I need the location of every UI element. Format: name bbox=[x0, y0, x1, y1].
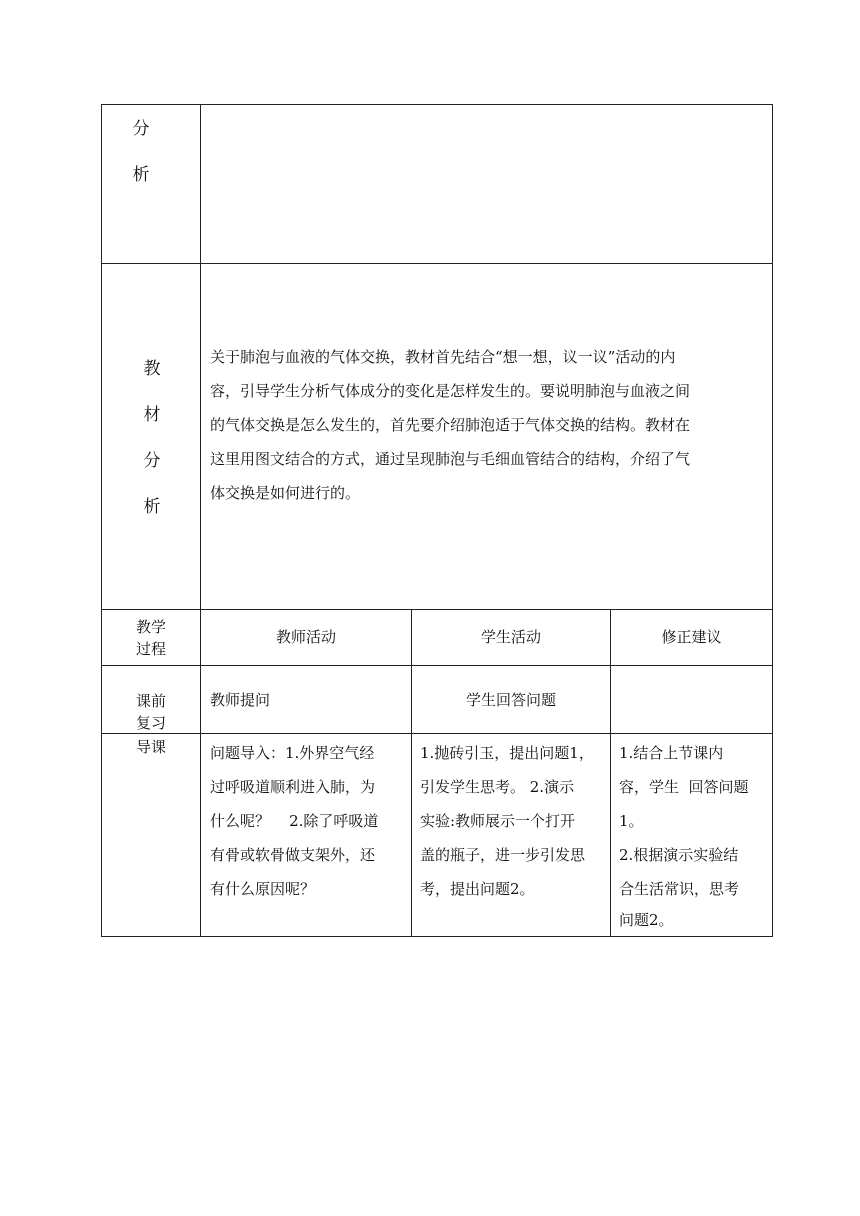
text-line: 有骨或软骨做支架外，还 bbox=[210, 846, 376, 864]
text-line: 问题2。 bbox=[619, 911, 674, 929]
text-line: 什么呢？ 2.除了呼吸道 bbox=[210, 812, 379, 830]
row-divider bbox=[101, 609, 773, 610]
teacher-activity-cell: 教师提问 bbox=[210, 691, 271, 709]
text-line: 体交换是如何进行的。 bbox=[210, 484, 361, 502]
stage-header-line: 过程 bbox=[135, 640, 166, 658]
row-divider bbox=[101, 733, 773, 734]
stage-line: 课前 bbox=[135, 692, 166, 710]
student-activity-cell: 学生回答问题 bbox=[465, 691, 556, 709]
text-line: 引发学生思考。 2.演示 bbox=[420, 778, 575, 796]
row-divider bbox=[101, 665, 773, 666]
text-line: 的气体交换是怎么发生的，首先要介绍肺泡适于气体交换的结构。教材在 bbox=[210, 416, 691, 434]
text-line: 1.结合上节课内 bbox=[619, 744, 724, 762]
revision-header: 修正建议 bbox=[661, 628, 722, 646]
text-line: 容，引导学生分析气体成分的变化是怎样发生的。要说明肺泡与血液之间 bbox=[210, 382, 691, 400]
text-line: 1。 bbox=[619, 812, 644, 830]
text-line: 关于肺泡与血液的气体交换，教材首先结合“想一想，议一议”活动的内 bbox=[210, 348, 676, 366]
text-line: 这里用图文结合的方式，通过呈现肺泡与毛细血管结合的结构，介绍了气 bbox=[210, 450, 691, 468]
student-activity-header: 学生活动 bbox=[480, 628, 541, 646]
stage-line: 复习 bbox=[135, 714, 166, 732]
column-divider bbox=[411, 609, 412, 937]
stage-line: 导课 bbox=[135, 738, 166, 756]
section-label-char: 分 bbox=[132, 119, 150, 139]
column-divider bbox=[610, 609, 611, 937]
row-divider bbox=[101, 263, 773, 264]
material-label-char: 材 bbox=[143, 405, 161, 425]
table-border-bottom bbox=[101, 936, 773, 937]
text-line: 有什么原因呢？ bbox=[210, 880, 316, 898]
stage-header-line: 教学 bbox=[135, 618, 166, 636]
text-line: 问题导入：1.外界空气经 bbox=[210, 744, 375, 762]
material-label-char: 教 bbox=[143, 359, 161, 379]
text-line: 合生活常识，思考 bbox=[619, 880, 740, 898]
text-line: 容，学生 回答问题 bbox=[619, 778, 749, 796]
text-line: 1.抛砖引玉，提出问题1， bbox=[420, 744, 594, 762]
table-border-right bbox=[772, 104, 773, 937]
material-label-char: 分 bbox=[143, 451, 161, 471]
text-line: 过呼吸道顺利进入肺，为 bbox=[210, 778, 376, 796]
section-label-char: 析 bbox=[132, 165, 150, 185]
text-line: 考，提出问题2。 bbox=[420, 880, 535, 898]
text-line: 2.根据演示实验结 bbox=[619, 846, 739, 864]
teacher-activity-header: 教师活动 bbox=[275, 628, 336, 646]
text-line: 实验:教师展示一个打开 bbox=[420, 812, 576, 830]
text-line: 盖的瓶子，进一步引发思 bbox=[420, 846, 586, 864]
table-border-top bbox=[101, 104, 773, 105]
column-divider bbox=[200, 104, 201, 937]
table-border-left bbox=[101, 104, 102, 937]
material-label-char: 析 bbox=[143, 497, 161, 517]
